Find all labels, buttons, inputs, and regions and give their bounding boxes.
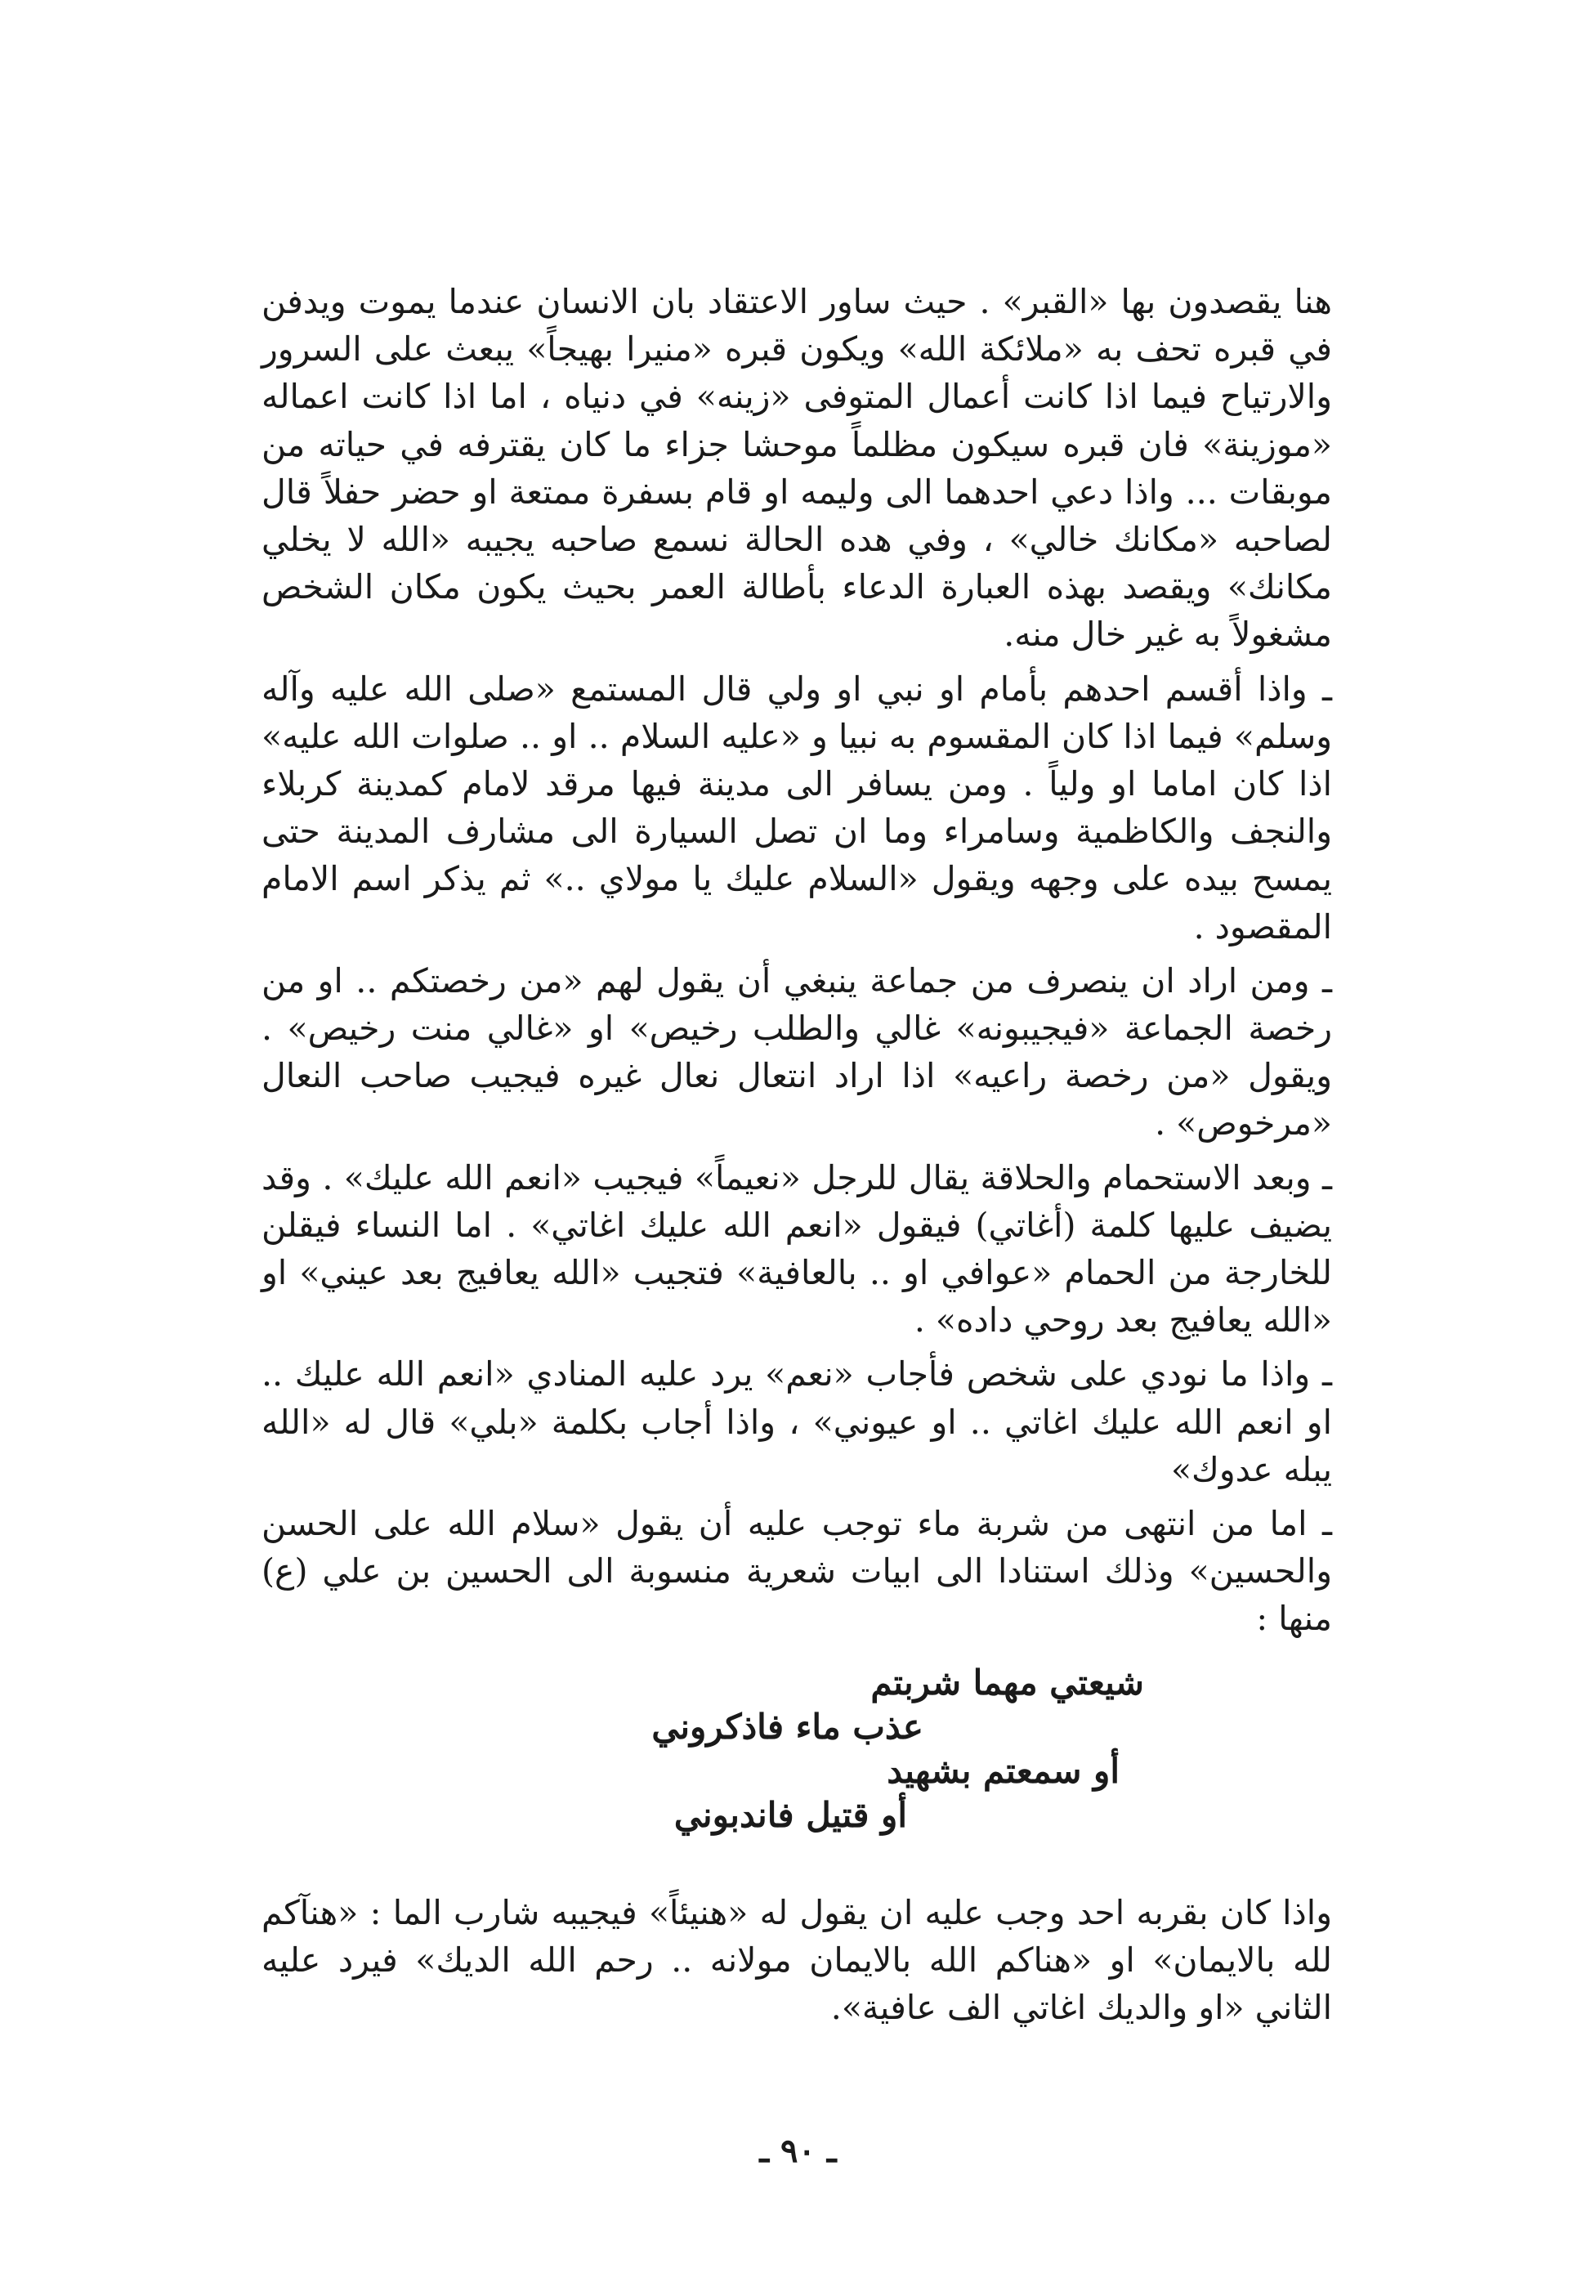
closing-paragraph: واذا كان بقربه احد وجب عليه ان يقول له «هنيئاً» فيجيبه شارب الما : «هنآكم لله بالايمان» او «هناكم الله بالايمان مولانه .. رحم الله الديك» فيرد عليه الثاني «او والديك اغاتي الف عافية». <box>262 1893 1332 2028</box>
poem-line: عذب ماء فاذكروني <box>651 1707 923 1747</box>
paragraph: ـ واذا أقسم احدهم بأمام او نبي او ولي قال المستمع «صلى الله عليه وآله وسلم» فيما اذا كان المقسوم به نبيا و «عليه السلام .. او .. صلوات الله عليه» اذا كان اماما او ولياً . ومن يسافر الى مدينة فيها مرقد لامام كمدينة كربلاء والنجف والكاظمية وسامراء وما ان تصل السيارة الى مشارف المدينة حتى يمسح بيده على وجهه ويقول «السلام عليك يا مولاي ..» ثم يذكر اسم الامام المقصود . <box>262 669 1332 947</box>
paragraph: ـ واذا ما نودي على شخص فأجاب «نعم» يرد عليه المنادي «انعم الله عليك .. او انعم الله عليك اغاتي .. او عيوني» ، واذا أجاب بكلمة «بلي» قال له «الله يبله عدوك» <box>262 1354 1332 1489</box>
page-number: ـ ٩٠ ـ <box>759 2132 837 2170</box>
poem-line: شيعتي مهما شربتم <box>870 1663 1144 1703</box>
poem-line: أو قتيل فاندبوني <box>673 1795 907 1835</box>
paragraph: هنا يقصدون بها «القبر» . حيث ساور الاعتقاد بان الانسان عندما يموت ويدفن في قبره تحف به «ملائكة الله» ويكون قبره «منيرا بهيجاً» يبعث على السرور والارتياح فيما اذا كانت أعمال المتوفى «زينه» في دنياه ، اما اذا كانت اعماله «موزينة» فان قبره سيكون مظلماً موحشا جزاء ما كان يقترفه في حياته من موبقات ... واذا دعي احدهما الى وليمه او قام بسفرة ممتعة او حضر حفلاً قال لصاحبه «مكانك خالي» ، وفي هده الحالة نسمع صاحبه يجيبه «الله لا يخلي مكانك» ويقصد بهذه العبارة الدعاء بأطالة العمر بحيث يكون مكان الشخص مشغولاً به غير خال منه. <box>262 282 1332 655</box>
paragraph: ـ اما من انتهى من شربة ماء توجب عليه أن يقول «سلام الله على الحسن والحسين» وذلك استنادا الى ابيات شعرية منسوبة الى الحسين بن علي (ع) منها : <box>262 1504 1332 1639</box>
poem-line: أو سمعتم بشهيد <box>887 1751 1120 1791</box>
body-text <box>262 278 1332 1649</box>
paragraph: ـ وبعد الاستحمام والحلاقة يقال للرجل «نعيماً» فيجيب «انعم الله عليك» . وقد يضيف عليها كلمة (أغاتي) فيقول «انعم الله عليك اغاتي» . اما النساء فيقلن للخارجة من الحمام «عوافي او .. بالعافية» فتجيب «الله يعافيج بعد عيني» او «الله يعافيج بعد روحي داده» . <box>262 1157 1332 1340</box>
paragraph: ـ ومن اراد ان ينصرف من جماعة ينبغي أن يقول لهم «من رخصتكم .. او من رخصة الجماعة «فيجيبونه» غالي والطلب رخيص» او «غالي منت رخيص» . ويقول «من رخصة راعيه» اذا اراد انتعال نعال غيره فيجيب صاحب النعال «مرخوص» . <box>262 960 1332 1144</box>
poem-verses <box>262 1661 1332 1837</box>
